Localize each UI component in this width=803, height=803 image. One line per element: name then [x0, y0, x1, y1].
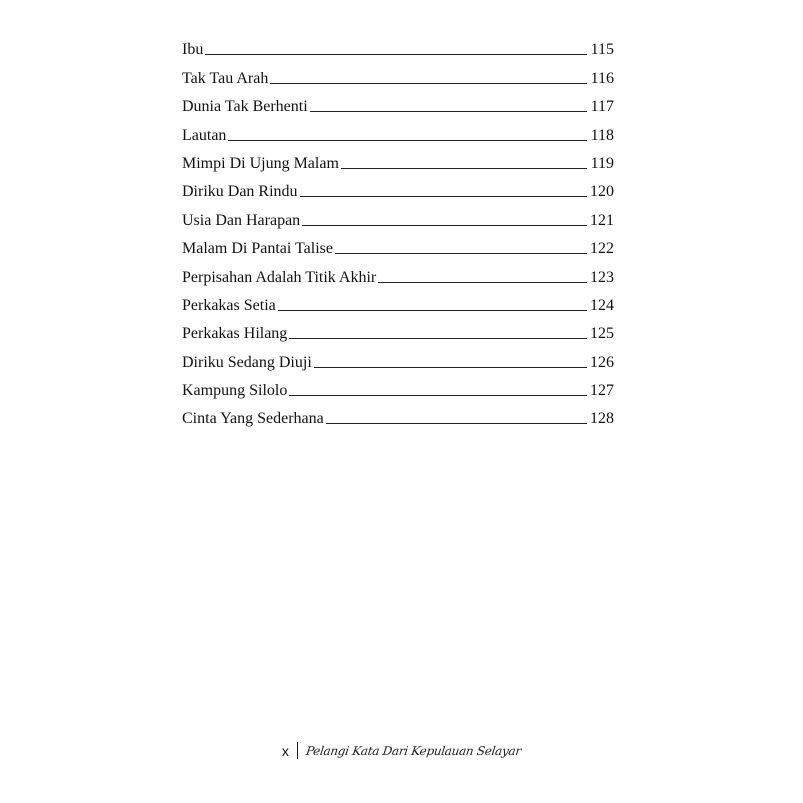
toc-entry-title: Dunia Tak Berhenti [182, 98, 308, 116]
toc-leader-line [270, 82, 587, 84]
toc-leader-line [300, 195, 587, 197]
toc-entry-title: Usia Dan Harapan [182, 211, 301, 229]
toc-entry [182, 371, 614, 399]
toc-entry-page: 122 [590, 240, 614, 258]
toc-entry-page: 115 [590, 41, 614, 59]
toc-entry-title: Perpisahan Adalah Titik Akhir [182, 268, 377, 286]
toc-entry-title: Cinta Yang Sederhana [182, 410, 324, 428]
toc-leader-line [314, 366, 587, 368]
toc-leader-line [278, 309, 587, 311]
table-of-contents [182, 30, 614, 427]
toc-entry-title: Perkakas Hilang [182, 325, 288, 343]
toc-entry-page: 123 [590, 268, 614, 286]
toc-entry [182, 342, 614, 370]
toc-leader-line [378, 281, 587, 283]
toc-entry [182, 286, 614, 314]
toc-entry-page: 121 [590, 211, 614, 229]
toc-entry-title: Diriku Dan Rindu [182, 183, 298, 201]
toc-entry-page: 117 [590, 98, 614, 116]
toc-entry-title: Perkakas Setia [182, 296, 276, 314]
page-number: x [281, 742, 289, 759]
toc-entry-title: Lautan [182, 126, 227, 144]
toc-entry-title: Mimpi Di Ujung Malam [182, 154, 339, 172]
toc-leader-line [205, 53, 587, 55]
toc-leader-line [310, 110, 587, 112]
toc-entry-title: Diriku Sedang Diuji [182, 353, 312, 371]
toc-leader-line [302, 224, 587, 226]
toc-entry [182, 144, 614, 172]
footer-divider [297, 742, 299, 759]
toc-entry-page: 128 [590, 410, 614, 428]
toc-leader-line [335, 252, 587, 254]
toc-entry-page: 118 [590, 126, 614, 144]
toc-entry [182, 115, 614, 143]
toc-entry-title: Malam Di Pantai Talise [182, 240, 333, 258]
toc-entry-page: 125 [590, 325, 614, 343]
toc-entry [182, 58, 614, 86]
toc-entry-page: 120 [590, 183, 614, 201]
toc-leader-line [326, 422, 587, 424]
toc-entry [182, 30, 614, 58]
toc-entry-page: 126 [590, 353, 614, 371]
toc-leader-line [228, 139, 587, 141]
toc-entry [182, 172, 614, 200]
toc-leader-line [289, 394, 587, 396]
toc-entry-title: Tak Tau Arah [182, 69, 269, 87]
toc-entry [182, 200, 614, 228]
toc-entry [182, 229, 614, 257]
toc-entry-page: 116 [590, 69, 614, 87]
toc-entry-page: 124 [590, 296, 614, 314]
running-book-title: Pelangi Kata Dari Kepulauan Selayar [305, 743, 523, 758]
toc-leader-line [289, 337, 587, 339]
toc-entry-page: 119 [590, 154, 614, 172]
toc-entry [182, 399, 614, 427]
toc-entry [182, 87, 614, 115]
toc-entry-page: 127 [590, 382, 614, 400]
toc-entry [182, 314, 614, 342]
toc-entry-title: Ibu [182, 41, 204, 59]
page-footer [0, 742, 803, 759]
toc-leader-line [341, 167, 587, 169]
toc-entry-title: Kampung Silolo [182, 382, 288, 400]
toc-entry [182, 257, 614, 285]
